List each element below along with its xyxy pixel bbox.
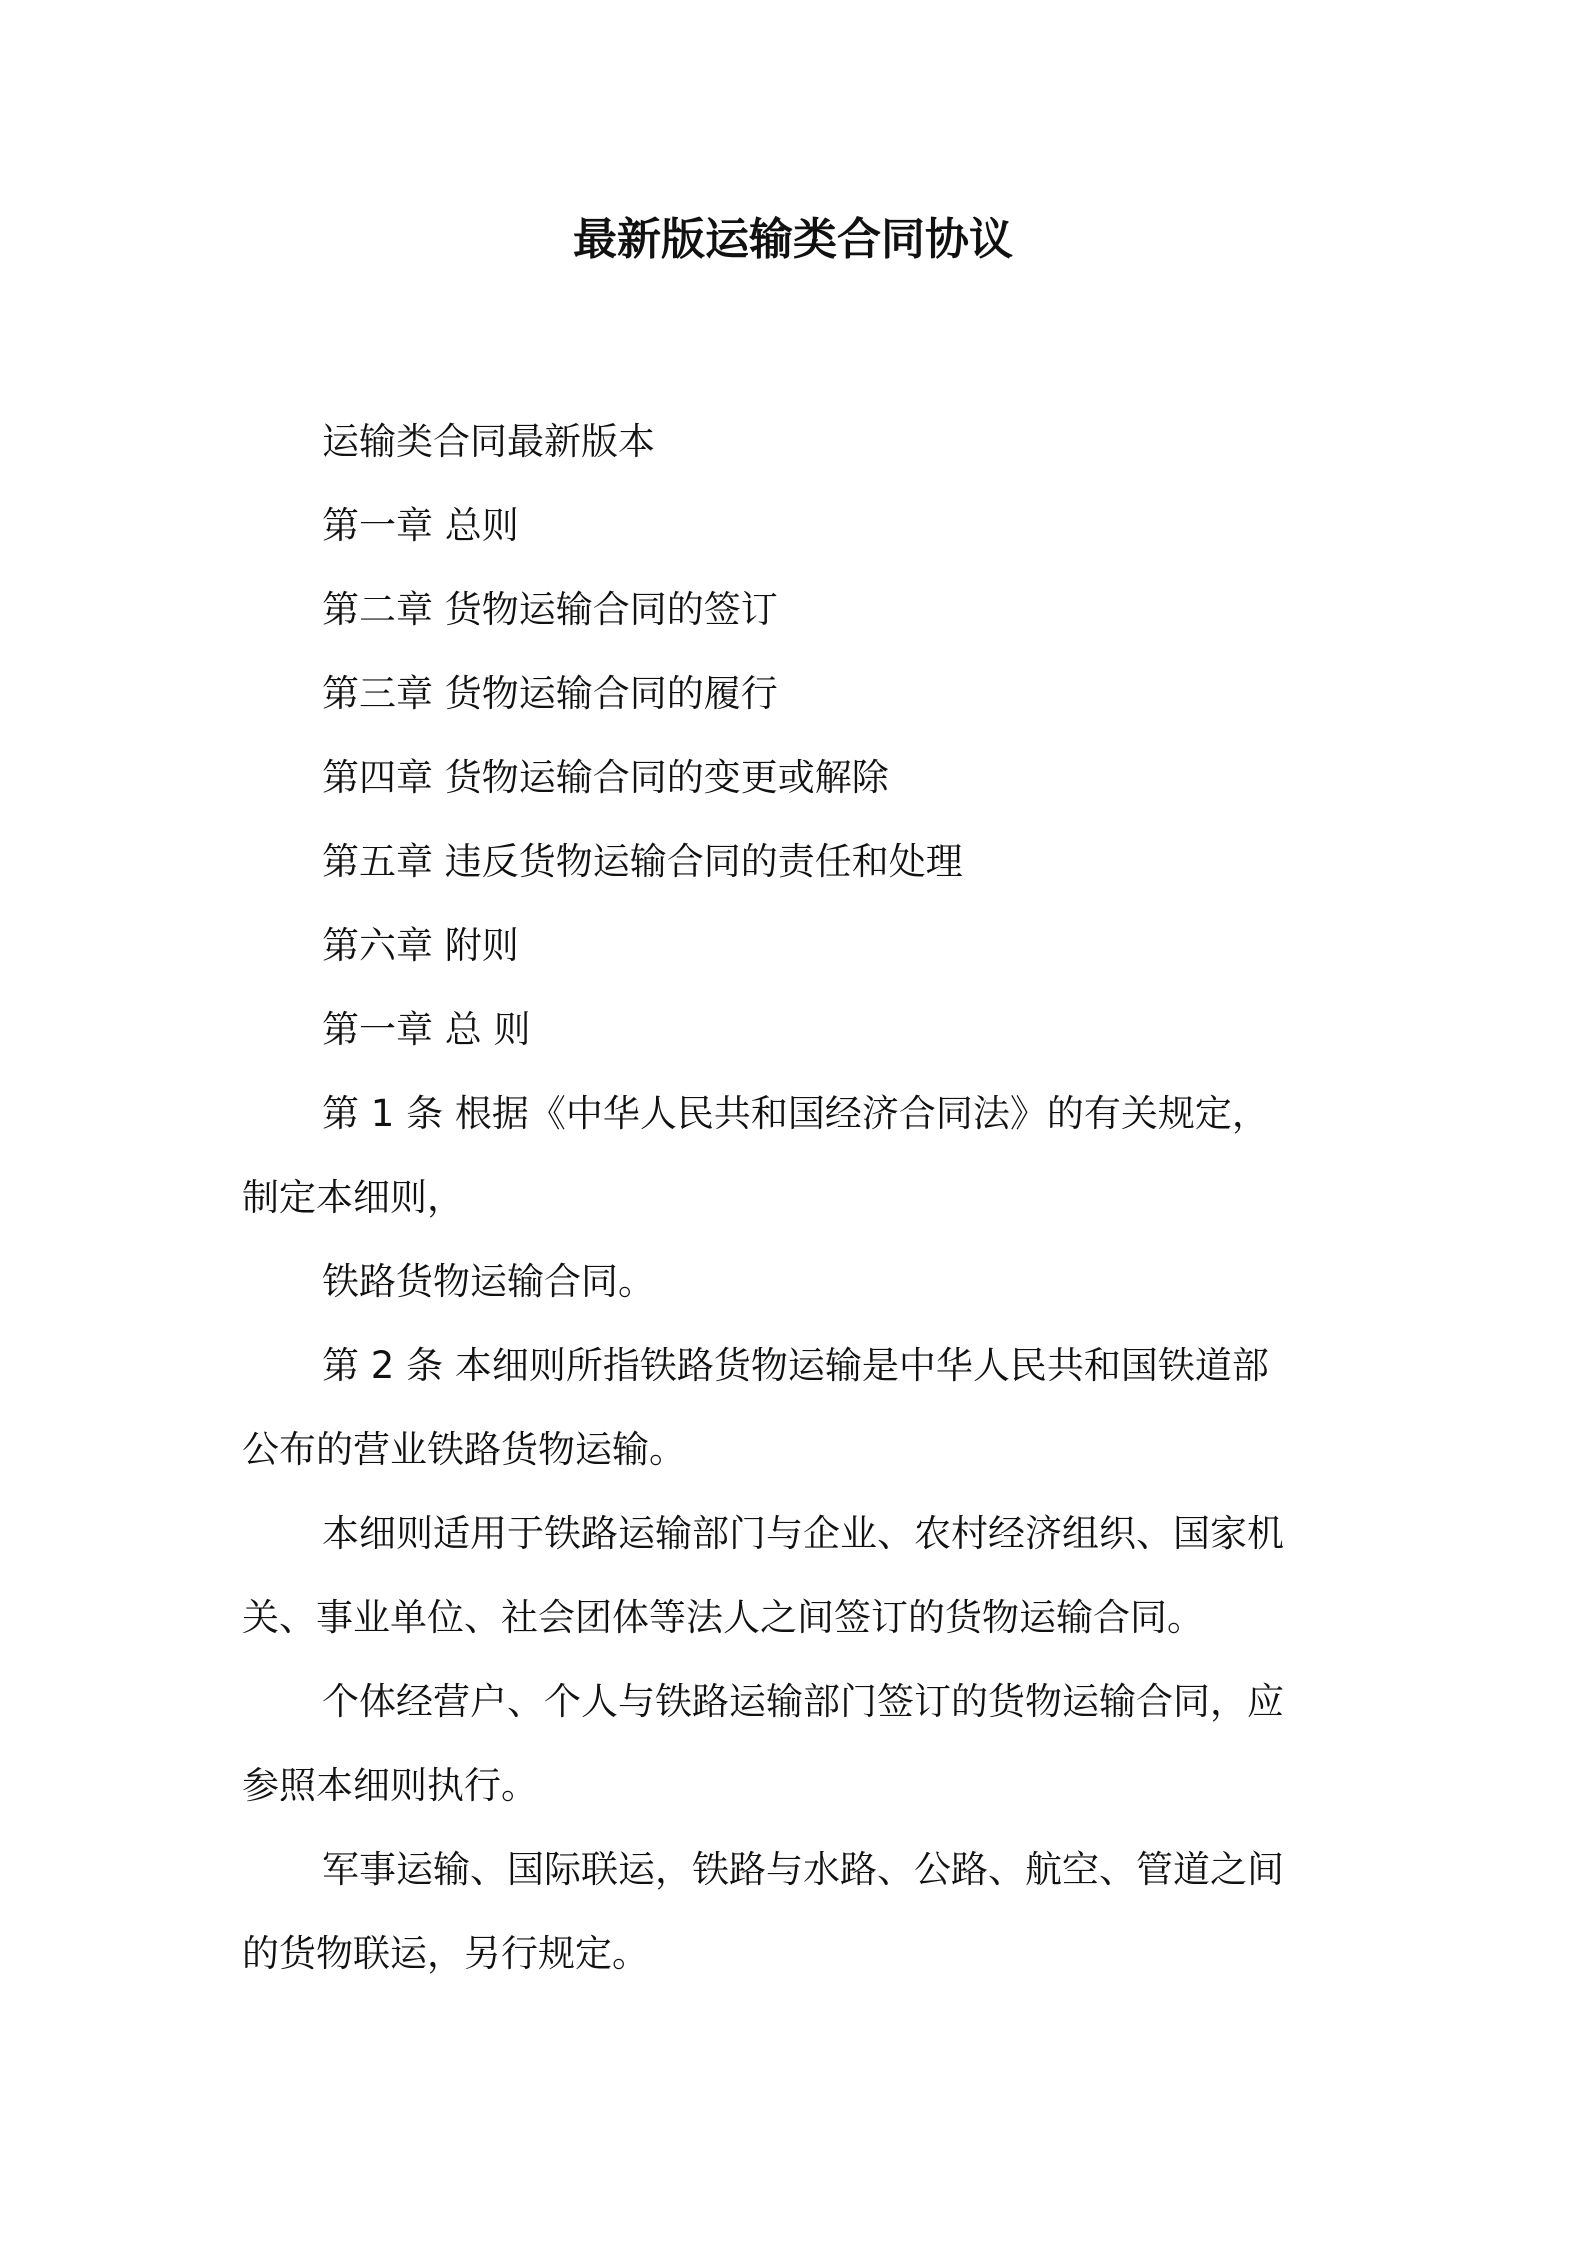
paragraph-military-line-2: 的货物联运，另行规定。 [242,1932,649,1975]
paragraph-scope-line-2: 关、事业单位、社会团体等法人之间签订的货物运输合同。 [242,1596,1204,1639]
toc-chapter-5: 第五章 违反货物运输合同的责任和处理 [322,840,963,883]
toc-chapter-4: 第四章 货物运输合同的变更或解除 [322,756,889,799]
article-1-line-2: 制定本细则， [242,1176,464,1219]
line-subtitle: 运输类合同最新版本 [322,420,655,463]
toc-chapter-3: 第三章 货物运输合同的履行 [322,672,778,715]
document-body [242,400,1352,1996]
toc-chapter-6: 第六章 附则 [322,924,519,967]
article-2-line-1: 第 2 条 本细则所指铁路货物运输是中华人民共和国铁道部 [322,1344,1269,1387]
toc-chapter-2: 第二章 货物运输合同的签订 [322,588,778,631]
paragraph-individual-line-2: 参照本细则执行。 [242,1764,538,1807]
article-2-line-2: 公布的营业铁路货物运输。 [242,1428,686,1471]
article-1-line-3: 铁路货物运输合同。 [322,1260,655,1303]
toc-chapter-1: 第一章 总则 [322,504,519,547]
document-title: 最新版运输类合同协议 [573,214,1013,265]
chapter-1-heading: 第一章 总 则 [322,1008,531,1051]
paragraph-individual-line-1: 个体经营户、个人与铁路运输部门签订的货物运输合同，应 [322,1680,1284,1723]
paragraph-scope-line-1: 本细则适用于铁路运输部门与企业、农村经济组织、国家机 [322,1512,1284,1555]
paragraph-military-line-1: 军事运输、国际联运，铁路与水路、公路、航空、管道之间 [322,1848,1284,1891]
article-1-line-1: 第 1 条 根据《中华人民共和国经济合同法》的有关规定， [322,1092,1269,1135]
